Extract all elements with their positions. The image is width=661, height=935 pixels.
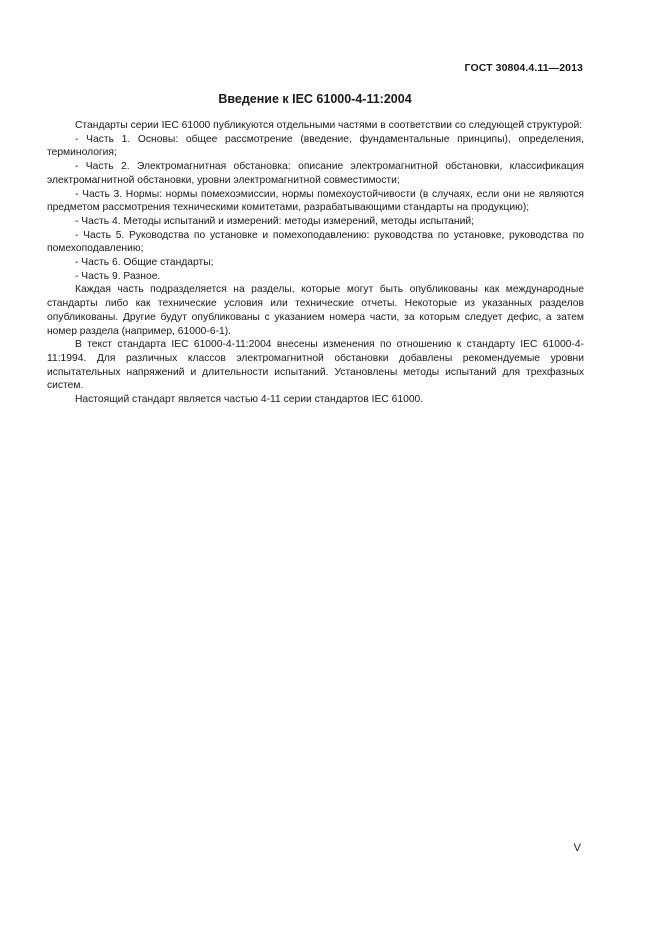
list-item: - Часть 5. Руководства по установке и помехоподавлению: руководства по установке, руководства по помехоподавлению; (47, 229, 584, 255)
paragraph: Каждая часть подразделяется на разделы, которые могут быть опубликованы как международные стандарты либо как технические условия или технические отчеты. Некоторые из указанных разделов опубликованы. Другие будут опубликованы с указанием номера части, за которым следует дефис, а затем номер раздела (например, 61000-6-1). (47, 284, 584, 337)
list-item: - Часть 1. Основы: общее рассмотрение (введение, фундаментальные принципы), определения, терминология; (47, 133, 584, 159)
list-item: - Часть 3. Нормы: нормы помехоэмиссии, нормы помехоустойчивости (в случаях, если они не являются предметом рассмотрения техническими комитетами, разрабатывающими стандарты на продукцию); (47, 188, 584, 214)
paragraph: В текст стандарта IEC 61000-4-11:2004 внесены изменения по отношению к стандарту IEC 61000-4-11:1994. Для различных классов электромагнитной обстановки добавлены рекомендуемые уровни испытательных напряжений и длительности испытаний. Установлены методы испытаний для трехфазных систем. (47, 339, 584, 392)
paragraph: Стандарты серии IEC 61000 публикуются отдельными частями в соответствии со следующей структурой: (75, 120, 583, 131)
document-code: ГОСТ 30804.4.11—2013 (464, 62, 583, 74)
list-item: - Часть 4. Методы испытаний и измерений: методы измерений, методы испытаний; (75, 215, 474, 227)
list-item: - Часть 9. Разное. (75, 270, 161, 282)
section-title: Введение к IEC 61000-4-11:2004 (218, 92, 412, 106)
list-item: - Часть 2. Электромагнитная обстановка: описание электромагнитной обстановки, классификация электромагнитной обстановки, уровни электромагнитной совместимости; (47, 161, 584, 186)
body-text (47, 119, 584, 407)
list-item: - Часть 6. Общие стандарты; (75, 257, 214, 269)
page-number: V (573, 842, 581, 854)
paragraph: Настоящий стандарт является частью 4-11 серии стандартов IEC 61000. (75, 394, 424, 406)
